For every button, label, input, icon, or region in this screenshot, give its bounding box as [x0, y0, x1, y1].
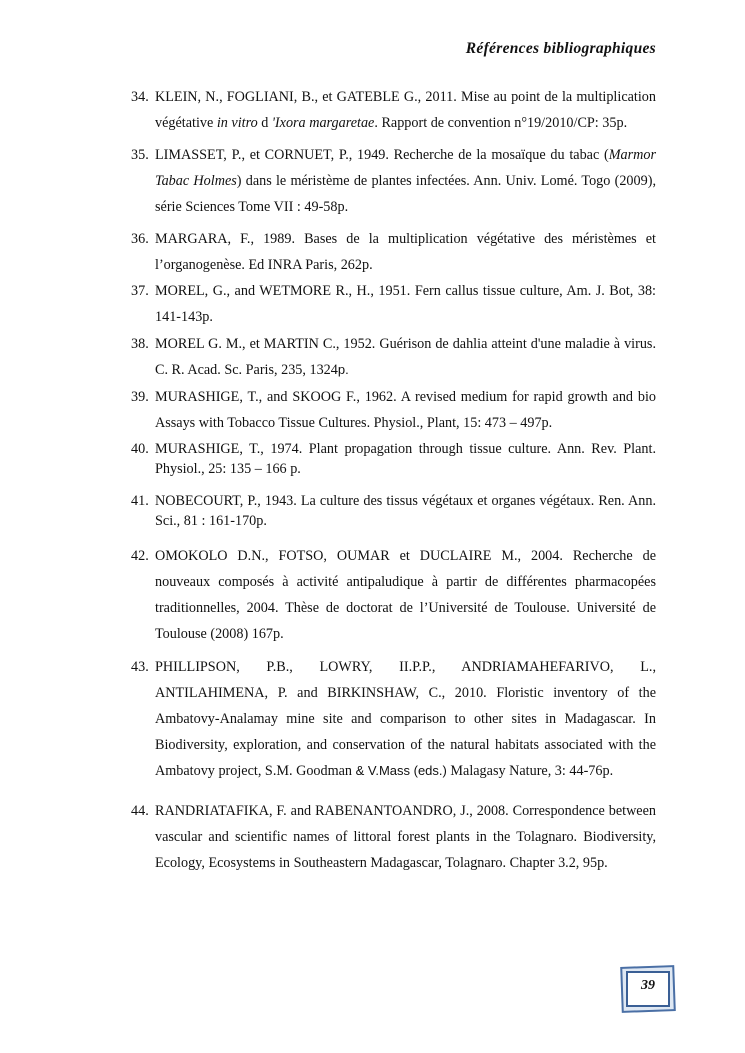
reference-item [131, 331, 656, 383]
reference-item [131, 798, 656, 876]
page-number: 39 [641, 978, 655, 993]
reference-text: MURASHIGE, T., and SKOOG F., 1962. A revised medium for rapid growth and bio Assays with Tobacco Tissue Cultures. Physiol., Plant, 15: 473 – 497p. [155, 389, 656, 431]
reference-number: 41. [131, 493, 149, 509]
page-header-title: Références bibliographiques [465, 40, 656, 57]
reference-text: PHILLIPSON, P.B., LOWRY, II.P.P., ANDRIAMAHEFARIVO, L., ANTILAHIMENA, P. and BIRKINSHAW, C., 2010. Floristic inventory of the Ambatovy-Analamay mine site and comparison to other sites in Madagascar. In Biodiversity, exploration, and conservation of the natural habitats associated with the Ambatovy project, S.M. Goodman & V.Mass (eds.) Malagasy Nature, 3: 44-76p. [155, 659, 656, 779]
reference-item [131, 384, 656, 436]
reference-item [131, 226, 656, 278]
reference-item [131, 84, 656, 136]
reference-number: 38. [131, 336, 149, 352]
reference-item [131, 142, 656, 220]
reference-number: 35. [131, 147, 149, 163]
reference-item [131, 278, 656, 330]
reference-number: 43. [131, 659, 149, 675]
reference-number: 34. [131, 89, 149, 105]
reference-item [131, 439, 656, 479]
reference-list [131, 84, 656, 876]
page-number-badge [621, 966, 675, 1012]
reference-number: 37. [131, 283, 149, 299]
reference-item [131, 491, 656, 531]
reference-item [131, 543, 656, 647]
reference-text: LIMASSET, P., et CORNUET, P., 1949. Recherche de la mosaïque du tabac (Marmor Tabac Holmes) dans le méristème de plantes infectées. Ann. Univ. Lomé. Togo (2009), série Sciences Tome VII : 49-58p. [155, 147, 656, 215]
reference-text: KLEIN, N., FOGLIANI, B., et GATEBLE G., 2011. Mise au point de la multiplication végétative in vitro d 'Ixora margaretae. Rapport de convention n°19/2010/CP: 35p. [155, 89, 656, 131]
reference-item [131, 654, 656, 784]
reference-text: NOBECOURT, P., 1943. La culture des tissus végétaux et organes végétaux. Ren. Ann. Sci., 81 : 161-170p. [155, 493, 656, 529]
reference-text: RANDRIATAFIKA, F. and RABENANTOANDRO, J., 2008. Correspondence between vascular and scientific names of littoral forest plants in the Tolagnaro. Biodiversity, Ecology, Ecosystems in Southeastern Madagascar, Tolagnaro. Chapter 3.2, 95p. [155, 803, 656, 871]
reference-text: OMOKOLO D.N., FOTSO, OUMAR et DUCLAIRE M., 2004. Recherche de nouveaux composés à activité antipaludique à partir de différentes pharmacopées traditionnelles, 2004. Thèse de doctorat de l’Université de Toulouse. Université de Toulouse (2008) 167p. [155, 548, 656, 642]
reference-text: MARGARA, F., 1989. Bases de la multiplication végétative des méristèmes et l’organogenèse. Ed INRA Paris, 262p. [155, 231, 656, 273]
reference-text: MOREL, G., and WETMORE R., H., 1951. Fern callus tissue culture, Am. J. Bot, 38: 141-143p. [155, 283, 656, 325]
reference-number: 44. [131, 803, 149, 819]
reference-number: 42. [131, 548, 149, 564]
reference-number: 39. [131, 389, 149, 405]
reference-text: MURASHIGE, T., 1974. Plant propagation through tissue culture. Ann. Rev. Plant. Physiol., 25: 135 – 166 p. [155, 441, 656, 477]
reference-number: 40. [131, 441, 149, 457]
reference-text: MOREL G. M., et MARTIN C., 1952. Guérison de dahlia atteint d'une maladie à virus. C. R. Acad. Sc. Paris, 235, 1324p. [155, 336, 656, 378]
reference-number: 36. [131, 231, 149, 247]
